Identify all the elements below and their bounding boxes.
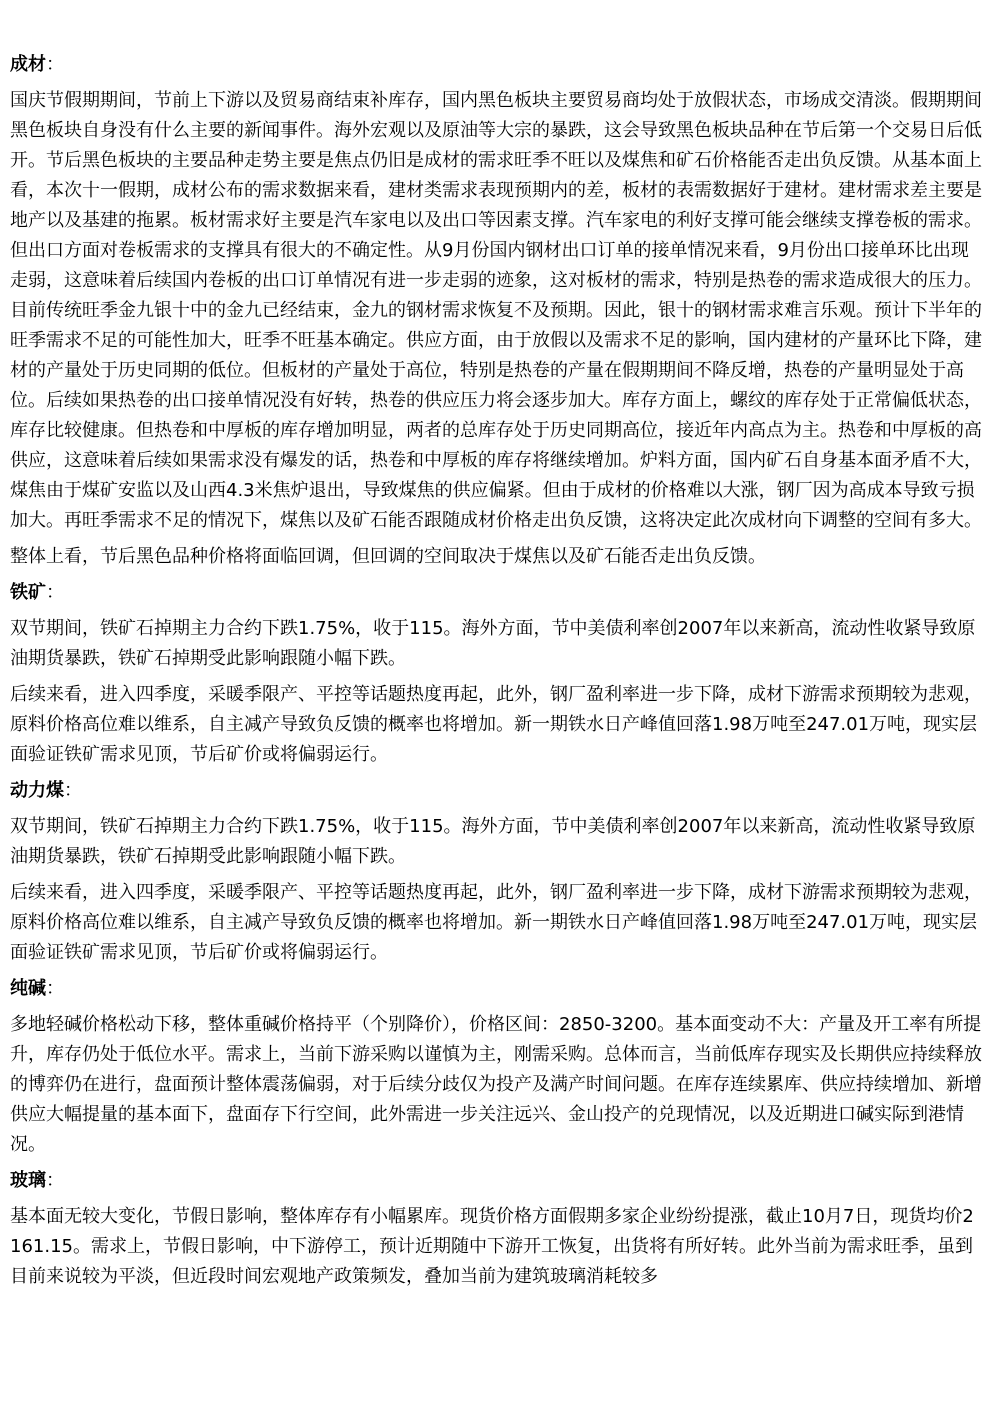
section-heading [10,1166,982,1196]
paragraph: 多地轻碱价格松动下移，整体重碱价格持平（个别降价），价格区间：2850-3200。基本面变动不大：产量及开工率有所提升，库存仍处于低位水平。需求上，当前下游采购以谨慎为主，刚需采购。总体而言，当前低库存现实及长期供应持续释放的博弈仍在进行，盘面预计整体震荡偏弱，对于后续分歧仅为投产及满产时间问题。在库存连续累库、供应持续增加、新增供应大幅提量的基本面下，盘面存下行空间，此外需进一步关注远兴、金山投产的兑现情况，以及近期进口碱实际到港情况。 [10,1014,982,1155]
paragraph: 双节期间，铁矿石掉期主力合约下跌1.75%，收于115。海外方面，节中美债利率创2007年以来新高，流动性收紧导致原油期货暴跌，铁矿石掉期受此影响跟随小幅下跌。 [10,816,976,867]
section-chunjian [10,974,982,1160]
section-title: 成材 [10,54,46,75]
section-donglimei [10,776,982,968]
paragraph: 基本面无较大变化，节假日影响，整体库存有小幅累库。现货价格方面假期多家企业纷纷提涨，截止10月7日，现货均价2161.15。需求上，节假日影响，中下游停工，预计近期随中下游开工恢复，出货将有所好转。此外当前为需求旺季，虽到目前来说较为平淡，但近段时间宏观地产政策频发，叠加当前为建筑玻璃消耗较多 [10,1206,974,1287]
section-tiekuang [10,578,982,770]
section-title: 玻璃 [10,1170,46,1191]
paragraph: 双节期间，铁矿石掉期主力合约下跌1.75%，收于115。海外方面，节中美债利率创2007年以来新高，流动性收紧导致原油期货暴跌，铁矿石掉期受此影响跟随小幅下跌。 [10,618,976,669]
section-heading [10,578,982,608]
section-title: 纯碱 [10,978,46,999]
paragraph: 整体上看，节后黑色品种价格将面临回调，但回调的空间取决于煤焦以及矿石能否走出负反馈。 [10,546,766,567]
section-colon: ： [46,1170,64,1191]
section-heading [10,776,982,806]
section-boli [10,1166,982,1292]
section-colon: ： [46,582,64,603]
section-colon: ： [46,978,64,999]
section-colon: ： [64,780,82,801]
section-heading [10,50,982,80]
section-chengcai [10,50,982,572]
section-heading [10,974,982,1004]
section-title: 铁矿 [10,582,46,603]
paragraph: 国庆节假期期间，节前上下游以及贸易商结束补库存，国内黑色板块主要贸易商均处于放假状态，市场成交清淡。假期期间黑色板块自身没有什么主要的新闻事件。海外宏观以及原油等大宗的暴跌，这会导致黑色板块品种在节后第一个交易日后低开。节后黑色板块的主要品种走势主要是焦点仍旧是成材的需求旺季不旺以及煤焦和矿石价格能否走出负反馈。从基本面上看，本次十一假期，成材公布的需求数据来看，建材类需求表现预期内的差，板材的表需数据好于建材。建材需求差主要是地产以及基建的拖累。板材需求好主要是汽车家电以及出口等因素支撑。汽车家电的利好支撑可能会继续支撑卷板的需求。但出口方面对卷板需求的支撑具有很大的不确定性。从9月份国内钢材出口订单的接单情况来看，9月份出口接单环比出现走弱，这意味着后续国内卷板的出口订单情况有进一步走弱的迹象，这对板材的需求，特别是热卷的需求造成很大的压力。目前传统旺季金九银十中的金九已经结束，金九的钢材需求恢复不及预期。因此，银十的钢材需求难言乐观。预计下半年的旺季需求不足的可能性加大，旺季不旺基本确定。供应方面，由于放假以及需求不足的影响，国内建材的产量环比下降，建材的产量处于历史同期的低位。但板材的产量处于高位，特别是热卷的产量在假期期间不降反增，热卷的产量明显处于高位。后续如果热卷的出口接单情况没有好转，热卷的供应压力将会逐步加大。库存方面上，螺纹的库存处于正常偏低状态，库存比较健康。但热卷和中厚板的库存增加明显，两者的总库存处于历史同期高位，接近年内高点为主。热卷和中厚板的高供应，这意味着后续如果需求没有爆发的话，热卷和中厚板的库存将继续增加。炉料方面，国内矿石自身基本面矛盾不大，煤焦由于煤矿安监以及山西4.3米焦炉退出，导致煤焦的供应偏紧。但由于成材的价格难以大涨，钢厂因为高成本导致亏损加大。再旺季需求不足的情况下，煤焦以及矿石能否跟随成材价格走出负反馈，这将决定此次成材向下调整的空间有多大。 [10,90,982,531]
paragraph: 后续来看，进入四季度，采暖季限产、平控等话题热度再起，此外，钢厂盈利率进一步下降，成材下游需求预期较为悲观，原料价格高位难以维系，自主减产导致负反馈的概率也将增加。新一期铁水日产峰值回落1.98万吨至247.01万吨，现实层面验证铁矿需求见顶，节后矿价或将偏弱运行。 [10,882,982,963]
section-colon: ： [46,54,64,75]
section-title: 动力煤 [10,780,64,801]
paragraph: 后续来看，进入四季度，采暖季限产、平控等话题热度再起，此外，钢厂盈利率进一步下降，成材下游需求预期较为悲观，原料价格高位难以维系，自主减产导致负反馈的概率也将增加。新一期铁水日产峰值回落1.98万吨至247.01万吨，现实层面验证铁矿需求见顶，节后矿价或将偏弱运行。 [10,684,982,765]
